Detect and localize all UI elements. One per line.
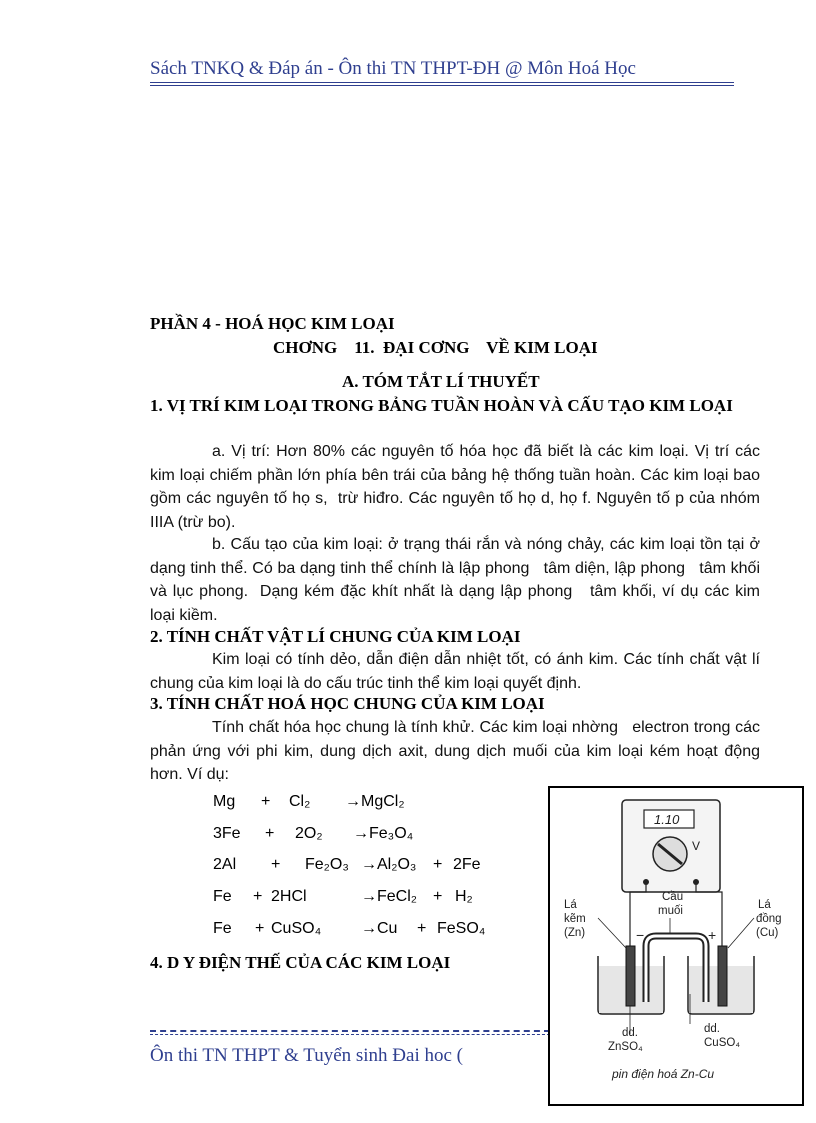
eq-plus: + [261, 793, 271, 810]
voltmeter-reading: 1.10 [654, 812, 680, 827]
figure-caption: pin điện hoá Zn-Cu [612, 1067, 715, 1081]
eq-product: FeSO₄ [437, 920, 486, 937]
eq-reactant: CuSO₄ [271, 920, 322, 937]
eq-product: 2Fe [453, 856, 481, 873]
label-zn: (Zn) [564, 927, 586, 939]
footer-rule [150, 1034, 550, 1035]
eq-product: MgCl₂ [361, 793, 405, 810]
chapter-title: CHƠNG 11. ĐẠI CƠNG VỀ KIM LOẠI [273, 338, 598, 357]
equation-row [213, 793, 405, 811]
label-solution-right: CuSO₄ [704, 1037, 741, 1049]
eq-reactant: Mg [213, 793, 236, 810]
header-rule [150, 85, 734, 86]
eq-arrow: → [361, 920, 377, 937]
eq-reactant: 3Fe [213, 825, 241, 842]
eq-product: Fe₃O₄ [369, 825, 414, 842]
equation-row [213, 888, 473, 906]
eq-arrow: → [361, 856, 377, 873]
eq-plus: + [253, 888, 263, 905]
section-a-title: A. TÓM TẮT LÍ THUYẾT [342, 372, 540, 391]
eq-product: Al₂O₃ [377, 856, 417, 873]
section2-para: Kim loại có tính dẻo, dẫn điện dẫn nhiệt tốt, có ánh kim. Các tính chất vật lí chung của kim loại là do cấu trúc tinh thể kim loại quyết định. [150, 651, 760, 692]
eq-arrow: → [345, 793, 361, 810]
galvanic-cell-figure [548, 786, 804, 1106]
equation-row [213, 920, 485, 938]
equation-row [213, 825, 413, 843]
eq-reactant: Fe₂O₃ [305, 856, 349, 873]
eq-plus: + [433, 856, 443, 873]
label-solution-left: dd. [622, 1027, 638, 1039]
eq-reactant: 2HCl [271, 888, 307, 905]
eq-plus: + [255, 920, 265, 937]
label-cu: Lá [758, 899, 771, 911]
eq-reactant: 2Al [213, 856, 237, 873]
running-footer: Ôn thi TN THPT & Tuyển sinh Đai hoc ( [150, 1045, 463, 1066]
eq-reactant: 2O₂ [295, 825, 323, 842]
leader-line [728, 918, 754, 948]
section1-heading: 1. VỊ TRÍ KIM LOẠI TRONG BẢNG TUẦN HOÀN VÀ CẤU TẠO KIM LOẠI [150, 396, 733, 415]
leader-line [598, 918, 626, 948]
eq-reactant: Cl₂ [289, 793, 311, 810]
galvanic-cell-diagram [550, 788, 802, 1104]
eq-arrow: → [361, 888, 377, 905]
eq-plus: + [265, 825, 275, 842]
eq-reactant: Fe [213, 888, 232, 905]
label-cu: (Cu) [756, 927, 779, 939]
eq-product: Cu [377, 920, 398, 937]
eq-product: FeCl₂ [377, 888, 417, 905]
part-title: PHẦN 4 - HOÁ HỌC KIM LOẠI [150, 314, 395, 333]
section2-heading: 2. TÍNH CHẤT VẬT LÍ CHUNG CỦA KIM LOẠI [150, 627, 521, 646]
eq-plus: + [271, 856, 281, 873]
label-bridge: muối [658, 905, 683, 917]
eq-arrow: → [353, 825, 369, 842]
label-solution-right: dd. [704, 1023, 720, 1035]
copper-electrode [718, 946, 727, 1006]
section3-para: Tính chất hóa học chung là tính khử. Các kim loại nhờng electron trong các phản ứng với phi kim, dung dịch axit, dung dịch muối của kim loại kém hoạt động hơn. Ví dụ: [150, 719, 765, 783]
section4-heading: 4. D Y ĐIỆN THẾ CỦA CÁC KIM LOẠI [150, 953, 451, 972]
label-cu: đồng [756, 913, 782, 925]
eq-product: H₂ [455, 888, 473, 905]
footer-rule [150, 1030, 550, 1032]
label-bridge: Cầu [662, 891, 684, 903]
zinc-electrode [626, 946, 635, 1006]
eq-reactant: Fe [213, 920, 232, 937]
section1-para-a: a. Vị trí: Hơn 80% các nguyên tố hóa học đã biết là các kim loại. Vị trí các kim loại chiếm phần lớn phía bên trái của bảng hệ thống tuần hoàn. Các kim loại bao gồm các nguyên tố họ s, trừ hiđro. Các nguyên tố họ d, họ f. Nguyên tố p của nhóm IIIA (trừ bo). [150, 443, 765, 531]
equation-row [213, 856, 481, 874]
eq-plus: + [417, 920, 427, 937]
eq-plus: + [433, 888, 443, 905]
section1-para-b: b. Cấu tạo của kim loại: ở trạng thái rắn và nóng chảy, các kim loại tồn tại ở dạng tinh thể. Có ba dạng tinh thể chính là lập phong tâm diện, lập phong tâm khối và lục phong. Dạng kém đặc khít nhất là dạng lập phong tâm khối, ví dụ các kim loại kiềm. [150, 536, 765, 624]
label-solution-left: ZnSO₄ [608, 1041, 643, 1053]
section3-heading: 3. TÍNH CHẤT HOÁ HỌC CHUNG CỦA KIM LOẠI [150, 694, 545, 713]
minus-sign: − [636, 927, 645, 943]
voltmeter-unit: V [692, 839, 701, 853]
label-zn: Lá [564, 899, 577, 911]
header-rule [150, 82, 734, 83]
plus-sign: + [708, 927, 717, 943]
label-zn: kẽm [564, 913, 586, 925]
running-header: Sách TNKQ & Đáp án - Ôn thi TN THPT-ĐH @ Môn Hoá Học [150, 58, 636, 79]
